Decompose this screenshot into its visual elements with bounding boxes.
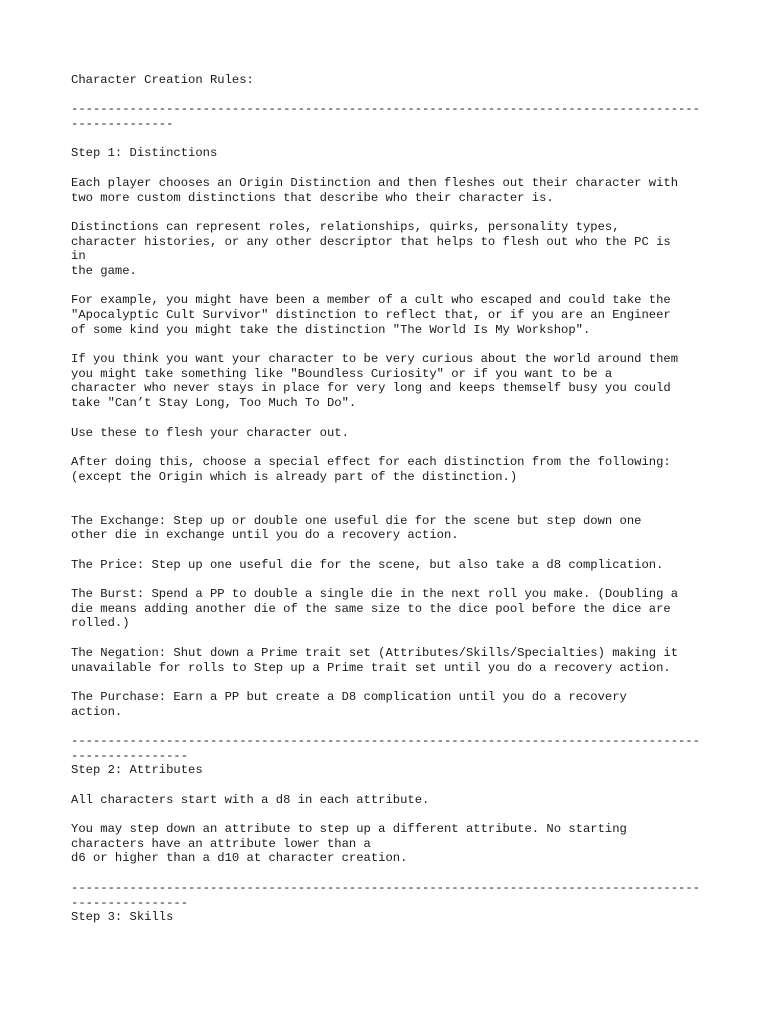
text-line: Distinctions can represent roles, relationships, quirks, personality types, (71, 219, 620, 234)
document-body (71, 73, 711, 925)
text-line: of some kind you might take the distinction "The World Is My Workshop". (71, 322, 591, 337)
blank-line (71, 778, 711, 793)
text-line: rolled.) (71, 616, 130, 631)
separator-line: -------------------------------------------------------------------------------------- (71, 880, 700, 895)
separator-line: -------------------------------------------------------------------------------------- (71, 102, 700, 117)
text-line: If you think you want your character to be very curious about the world around them (71, 352, 679, 367)
text-line: d6 or higher than a d10 at character creation. (71, 851, 408, 866)
section-heading-attributes: Step 2: Attributes (71, 763, 203, 778)
blank-line (71, 631, 711, 646)
blank-line (71, 719, 711, 734)
separator-line: -------------- (71, 117, 174, 132)
separator-line: ---------------- (71, 748, 189, 763)
blank-line (71, 866, 711, 881)
blank-line (71, 572, 711, 587)
blank-line (71, 337, 711, 352)
blank-line (71, 132, 711, 147)
section-heading-skills: Step 3: Skills (71, 910, 174, 925)
blank-line (71, 499, 711, 514)
effect-price: The Price: Step up one useful die for the scene, but also take a d8 complication. (71, 557, 664, 572)
text-line: in (71, 249, 86, 264)
document-title: Character Creation Rules: (71, 73, 254, 87)
blank-line (71, 205, 711, 220)
text-line: "Apocalyptic Cult Survivor" distinction to reflect that, or if you are an Engineer (71, 308, 671, 322)
text-line: die means adding another die of the same size to the dice pool before the dice are (71, 601, 671, 616)
text-line: character histories, or any other descriptor that helps to flesh out who the PC is (71, 234, 671, 249)
text-line: character who never stays in place for very long and keeps themself busy you could (71, 381, 671, 396)
effect-purchase: The Purchase: Earn a PP but create a D8 complication until you do a recovery (71, 689, 627, 704)
text-line: action. (71, 704, 123, 719)
blank-line (71, 440, 711, 455)
blank-line (71, 161, 711, 176)
text-line: All characters start with a d8 in each attribute. (71, 792, 430, 807)
text-line: For example, you might have been a member of a cult who escaped and could take the (71, 293, 671, 308)
text-line: After doing this, choose a special effect for each distinction from the following: (71, 454, 671, 469)
blank-line (71, 807, 711, 822)
text-line: other die in exchange until you do a recovery action. (71, 528, 459, 543)
effect-negation: The Negation: Shut down a Prime trait set (Attributes/Skills/Specialties) making it (71, 645, 679, 660)
section-heading-distinctions: Step 1: Distinctions (71, 146, 218, 161)
blank-line (71, 411, 711, 426)
blank-line (71, 543, 711, 558)
separator-line: -------------------------------------------------------------------------------------- (71, 733, 700, 748)
text-line: two more custom distinctions that describe who their character is. (71, 190, 554, 205)
text-line: Each player chooses an Origin Distinction and then fleshes out their character with (71, 175, 679, 190)
blank-line (71, 675, 711, 690)
text-line: characters have an attribute lower than a (71, 836, 371, 851)
text-line: You may step down an attribute to step up a different attribute. No starting (71, 822, 627, 837)
text-line: Use these to flesh your character out. (71, 425, 349, 440)
text-line: take "Can’t Stay Long, Too Much To Do". (71, 396, 357, 411)
effect-exchange: The Exchange: Step up or double one useful die for the scene but step down one (71, 513, 642, 528)
blank-line (71, 88, 711, 103)
text-line: (except the Origin which is already part of the distinction.) (71, 469, 518, 484)
effect-burst: The Burst: Spend a PP to double a single die in the next roll you make. (Doubling a (71, 587, 679, 602)
text-line: you might take something like "Boundless Curiosity" or if you want to be a (71, 366, 613, 381)
text-line: unavailable for rolls to Step up a Prime trait set until you do a recovery action. (71, 660, 671, 675)
blank-line (71, 279, 711, 294)
text-line: the game. (71, 263, 137, 278)
separator-line: ---------------- (71, 895, 189, 910)
blank-line (71, 484, 711, 499)
